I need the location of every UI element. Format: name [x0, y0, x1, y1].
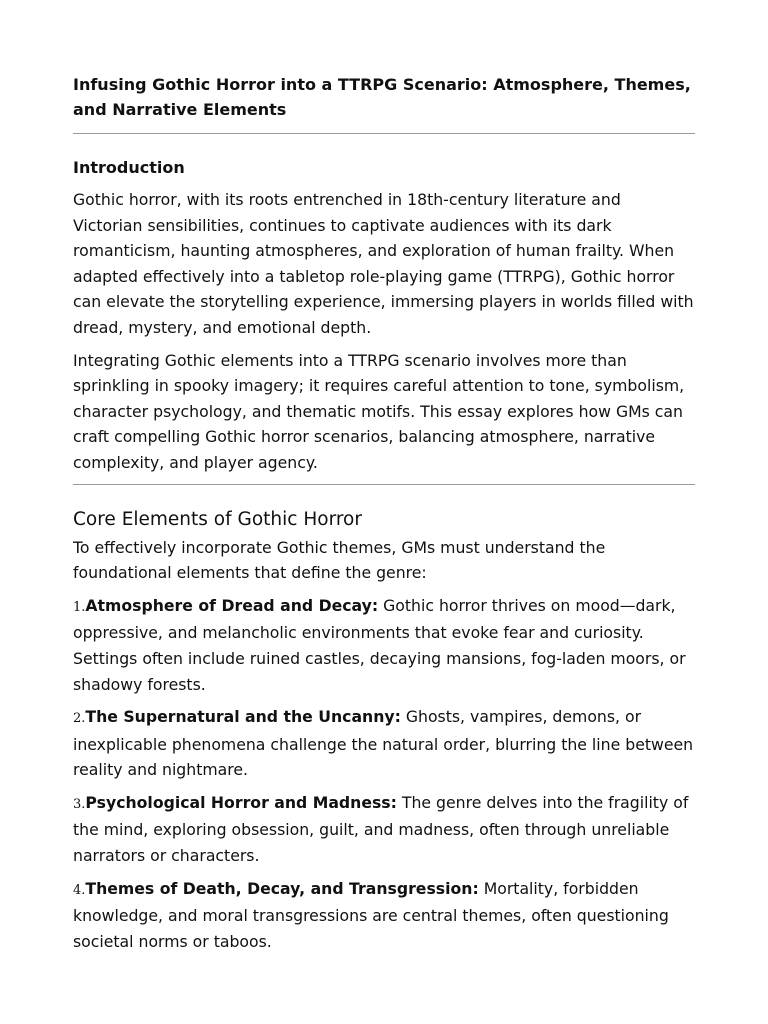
core-elements-section	[73, 507, 695, 955]
document-title: Infusing Gothic Horror into a TTRPG Scenario: Atmosphere, Themes, and Narrative Elements	[73, 75, 691, 119]
list-item-text: Mortality, forbidden knowledge, and moral transgressions are central themes, often questioning societal norms or taboos.	[73, 878, 669, 951]
core-elements-heading: Core Elements of Gothic Horror	[73, 508, 362, 530]
list-item	[73, 790, 695, 869]
list-item	[73, 593, 695, 697]
core-elements-lead: To effectively incorporate Gothic themes, GMs must understand the foundational elements that define the genre:	[73, 537, 606, 583]
list-item-text: The genre delves into the fragility of the mind, exploring obsession, guilt, and madness, often through unreliable narrators or characters.	[73, 792, 689, 866]
list-item-number: 1.	[73, 599, 86, 615]
introduction-paragraph: Integrating Gothic elements into a TTRPG scenario involves more than sprinkling in spooky imagery; it requires careful attention to tone, symbolism, character psychology, and thematic motifs. This essay explores how GMs can craft compelling Gothic horror scenarios, balancing atmosphere, narrative complexity, and player agency.	[73, 350, 685, 472]
list-item-term: Themes of Death, Decay, and Transgression:	[85, 878, 479, 898]
core-elements-list	[73, 593, 695, 955]
list-item-text: Ghosts, vampires, demons, or inexplicable phenomena challenge the natural order, blurring the line between reality and nightmare.	[73, 707, 694, 780]
introduction-heading: Introduction	[73, 158, 185, 177]
list-item	[73, 876, 695, 955]
divider	[73, 133, 695, 134]
list-item	[73, 704, 695, 783]
list-item-text: Gothic horror thrives on mood—dark, oppressive, and melancholic environments that evoke fear and curiosity. Settings often include ruined castles, decaying mansions, fog-laden moors, or shadowy forests.	[73, 595, 686, 694]
list-item-number: 2.	[73, 711, 86, 727]
introduction-paragraph: Gothic horror, with its roots entrenched in 18th-century literature and Victorian sensibilities, continues to captivate audiences with its dark romanticism, haunting atmospheres, and exploration of human frailty. When adapted effectively into a tabletop role-playing game (TTRPG), Gothic horror can elevate the storytelling experience, immersing players in worlds filled with dread, mystery, and emotional depth.	[73, 190, 694, 337]
list-item-number: 3.	[73, 796, 86, 812]
list-item-term: Psychological Horror and Madness:	[85, 792, 397, 812]
list-item-number: 4.	[73, 882, 86, 898]
document-page	[73, 72, 695, 961]
divider	[73, 484, 695, 485]
list-item-term: The Supernatural and the Uncanny:	[85, 707, 401, 727]
introduction-section	[73, 156, 695, 476]
list-item-term: Atmosphere of Dread and Decay:	[85, 595, 379, 615]
